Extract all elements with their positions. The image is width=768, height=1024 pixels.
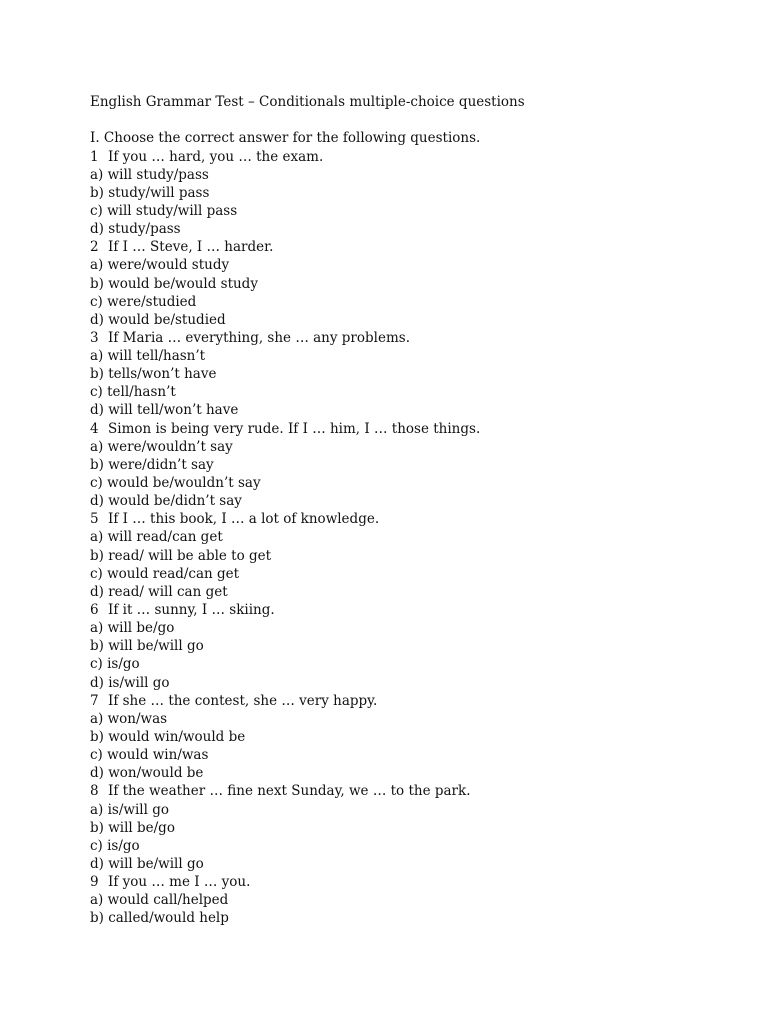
question-4 — [90, 420, 730, 438]
answer-option: b) were/didn’t say — [90, 456, 214, 473]
answer-option: d) study/pass — [90, 221, 181, 238]
question-number: 7 — [90, 692, 99, 709]
answer-option: c) would read/can get — [90, 565, 240, 582]
answer-option: d) would be/studied — [90, 311, 226, 328]
answer-option: c) is/go — [90, 656, 140, 673]
question-3 — [90, 329, 730, 347]
document-title: English Grammar Test – Conditionals multiple-choice questions — [90, 94, 525, 110]
answer-option: a) is/will go — [90, 801, 169, 818]
question-1 — [90, 148, 730, 166]
question-5 — [90, 510, 730, 528]
answer-option: b) will be/go — [90, 819, 175, 836]
answer-option: d) will be/will go — [90, 856, 204, 872]
question-text: If she … the contest, she … very happy. — [108, 692, 378, 709]
question-number: 9 — [90, 874, 99, 891]
answer-option: d) won/would be — [90, 765, 204, 782]
answer-option: a) won/was — [90, 710, 168, 727]
question-text: If Maria … everything, she … any problems. — [108, 329, 410, 346]
answer-option: b) will be/will go — [90, 638, 204, 655]
question-number: 2 — [90, 239, 99, 256]
question-7 — [90, 692, 730, 710]
answer-option: d) would be/didn’t say — [90, 493, 242, 510]
question-number: 1 — [90, 148, 99, 165]
answer-option: a) were/would study — [90, 257, 230, 274]
answer-option: a) will tell/hasn’t — [90, 348, 206, 365]
answer-option: c) would win/was — [90, 747, 209, 764]
answer-option: d) will tell/won’t have — [90, 402, 239, 419]
question-9 — [90, 873, 730, 891]
answer-option: d) is/will go — [90, 674, 170, 691]
question-number: 6 — [90, 602, 99, 619]
answer-option: b) tells/won’t have — [90, 366, 217, 383]
answer-option: b) would win/would be — [90, 729, 246, 746]
answer-option: a) would call/helped — [90, 892, 229, 909]
document-page — [90, 93, 730, 928]
answer-option: b) called/would help — [90, 910, 229, 927]
answer-option: d) read/ will can get — [90, 583, 228, 600]
answer-option: c) would be/wouldn’t say — [90, 475, 261, 492]
answer-option: a) will study/pass — [90, 166, 209, 183]
question-8 — [90, 782, 730, 800]
question-list — [90, 148, 730, 928]
question-number: 3 — [90, 329, 99, 346]
question-text: If I … this book, I … a lot of knowledge. — [108, 511, 380, 528]
question-2 — [90, 238, 730, 256]
question-text: If I … Steve, I … harder. — [108, 239, 274, 256]
answer-option: b) read/ will be able to get — [90, 547, 272, 564]
question-number: 5 — [90, 511, 99, 528]
question-text: If it … sunny, I … skiing. — [108, 602, 275, 619]
question-6 — [90, 601, 730, 619]
blank-line — [90, 111, 730, 129]
answer-option: a) will read/can get — [90, 529, 223, 546]
answer-option: b) study/will pass — [90, 184, 210, 201]
question-number: 4 — [90, 420, 99, 437]
instruction-text: I. Choose the correct answer for the following questions. — [90, 130, 481, 147]
answer-option: c) will study/will pass — [90, 202, 238, 219]
question-text: If you … hard, you … the exam. — [108, 148, 324, 165]
question-text: Simon is being very rude. If I … him, I … those things. — [108, 420, 481, 437]
answer-option: b) would be/would study — [90, 275, 258, 292]
answer-option: c) were/studied — [90, 293, 197, 310]
answer-option: c) is/go — [90, 837, 140, 854]
answer-option: a) were/wouldn’t say — [90, 438, 233, 455]
answer-option: a) will be/go — [90, 620, 175, 637]
question-number: 8 — [90, 783, 99, 800]
question-text: If the weather … fine next Sunday, we … to the park. — [108, 783, 471, 800]
answer-option: c) tell/hasn’t — [90, 384, 176, 401]
question-text: If you … me I … you. — [108, 874, 251, 891]
